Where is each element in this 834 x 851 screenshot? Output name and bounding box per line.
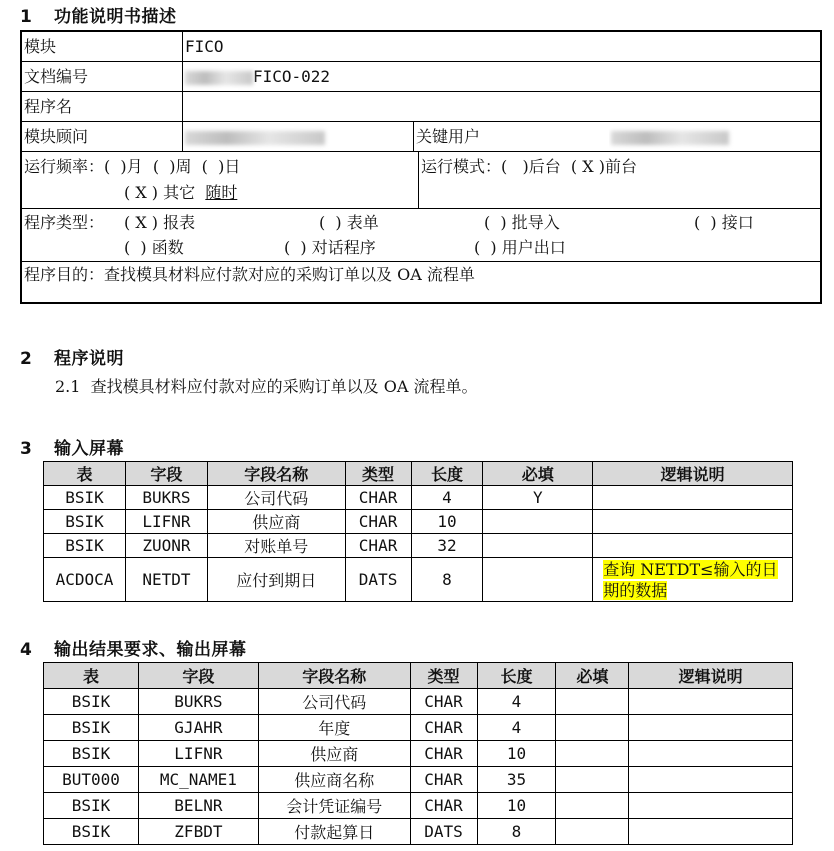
table-cell: BSIK	[44, 819, 139, 845]
column-header: 长度	[477, 663, 556, 689]
table-cell: BSIK	[44, 689, 139, 715]
table-cell: DATS	[345, 558, 411, 602]
table-cell: NETDT	[125, 558, 207, 602]
table-cell: 8	[477, 819, 556, 845]
table-cell: CHAR	[410, 689, 477, 715]
column-header: 字段名称	[258, 663, 410, 689]
type-option: ( ) 批导入	[484, 213, 560, 232]
section-number: 1	[20, 7, 33, 27]
redacted-mark	[185, 131, 325, 145]
run-mode: 运行模式：( )后台 ( X )前台	[421, 157, 637, 176]
section-2-title	[20, 344, 124, 369]
row-purpose	[22, 262, 820, 302]
type-option: ( X ) 报表	[124, 213, 196, 232]
table-cell	[629, 689, 793, 715]
table-cell	[593, 486, 793, 510]
column-header: 长度	[411, 462, 483, 486]
table-cell: 对账单号	[207, 534, 345, 558]
table-cell: 10	[411, 510, 483, 534]
keyuser-label: 关键用户	[416, 127, 481, 146]
table-cell: BELNR	[138, 793, 258, 819]
column-header: 逻辑说明	[593, 462, 793, 486]
table-cell: BSIK	[44, 715, 139, 741]
table-header-row	[44, 663, 793, 689]
program-value	[183, 92, 820, 121]
keyuser-value	[609, 122, 820, 151]
table-cell	[556, 689, 629, 715]
output-screen-table	[43, 662, 793, 845]
table-cell: ZFBDT	[138, 819, 258, 845]
column-header: 字段	[125, 462, 207, 486]
table-cell: 10	[477, 793, 556, 819]
program-purpose: 程序目的：查找模具材料应付款对应的采购订单以及 OA 流程单	[24, 265, 475, 284]
frequency-cell	[22, 152, 419, 208]
section-heading: 功能说明书描述	[54, 7, 177, 27]
table-cell: CHAR	[345, 486, 411, 510]
column-header: 类型	[410, 663, 477, 689]
table-cell	[593, 510, 793, 534]
column-header: 逻辑说明	[629, 663, 793, 689]
logic-note-cell	[593, 558, 793, 602]
table-row	[44, 510, 793, 534]
frequency-options: ( )月 ( )周 ( )日	[104, 157, 241, 176]
table-cell: 付款起算日	[258, 819, 410, 845]
column-header: 字段	[138, 663, 258, 689]
docno-cell	[183, 62, 820, 91]
table-cell: LIFNR	[125, 510, 207, 534]
table-cell: DATS	[410, 819, 477, 845]
table-cell	[483, 510, 593, 534]
consultant-label: 模块顾问	[22, 122, 183, 151]
table-cell: CHAR	[410, 793, 477, 819]
table-cell	[556, 741, 629, 767]
program-type-cell	[22, 209, 820, 261]
table-cell	[629, 715, 793, 741]
table-row	[44, 793, 793, 819]
table-cell: 供应商	[207, 510, 345, 534]
column-header: 字段名称	[207, 462, 345, 486]
module-label: 模块	[22, 32, 183, 61]
frequency-other: ( X ) 其它	[124, 183, 196, 202]
section-heading: 输出结果要求、输出屏幕	[54, 640, 247, 660]
table-header-row	[44, 462, 793, 486]
row-docno	[22, 62, 820, 92]
consultant-value	[183, 122, 414, 151]
table-row	[44, 486, 793, 510]
table-cell: ZUONR	[125, 534, 207, 558]
table-row	[44, 767, 793, 793]
type-option: ( ) 用户出口	[474, 238, 566, 257]
table-cell: CHAR	[345, 534, 411, 558]
row-program	[22, 92, 820, 122]
column-header: 表	[44, 462, 126, 486]
column-header: 类型	[345, 462, 411, 486]
section-1-title	[20, 2, 177, 27]
table-cell: 10	[477, 741, 556, 767]
row-consultant	[22, 122, 820, 152]
table-cell: BSIK	[44, 793, 139, 819]
table-cell: BSIK	[44, 741, 139, 767]
column-header: 必填	[483, 462, 593, 486]
section-number: 4	[20, 640, 33, 660]
table-cell: 年度	[258, 715, 410, 741]
module-value: FICO	[185, 37, 224, 56]
table-row	[44, 534, 793, 558]
section-4-title	[20, 635, 247, 660]
redacted-mark	[611, 131, 729, 145]
table-row	[44, 819, 793, 845]
table-cell: BUT000	[44, 767, 139, 793]
section-heading: 程序说明	[54, 349, 124, 369]
spec-table	[20, 30, 822, 304]
table-row	[44, 715, 793, 741]
frequency-other-value: 随时	[205, 183, 238, 202]
table-cell: CHAR	[410, 767, 477, 793]
table-row	[44, 741, 793, 767]
table-cell: 4	[411, 486, 483, 510]
table-cell	[556, 819, 629, 845]
table-cell: CHAR	[410, 715, 477, 741]
table-cell: BSIK	[44, 510, 126, 534]
table-cell	[629, 741, 793, 767]
table-cell	[629, 793, 793, 819]
table-cell	[556, 793, 629, 819]
table-cell: MC_NAME1	[138, 767, 258, 793]
row-type	[22, 209, 820, 262]
table-row	[44, 689, 793, 715]
table-row	[44, 558, 793, 602]
table-cell: 4	[477, 689, 556, 715]
table-cell: 应付到期日	[207, 558, 345, 602]
table-cell	[556, 767, 629, 793]
table-cell	[593, 534, 793, 558]
type-option: ( ) 对话程序	[284, 238, 376, 257]
section-number: 3	[20, 439, 33, 459]
table-cell: 8	[411, 558, 483, 602]
table-cell: BSIK	[44, 486, 126, 510]
table-cell: BUKRS	[125, 486, 207, 510]
docno-value: FICO-022	[253, 67, 331, 86]
table-cell: 35	[477, 767, 556, 793]
program-type-label: 程序类型：	[24, 213, 105, 232]
table-cell	[483, 558, 593, 602]
table-cell: 供应商名称	[258, 767, 410, 793]
table-cell: 公司代码	[207, 486, 345, 510]
row-module	[22, 32, 820, 62]
table-cell: LIFNR	[138, 741, 258, 767]
section-number: 2	[20, 349, 33, 369]
table-cell: 4	[477, 715, 556, 741]
table-cell: GJAHR	[138, 715, 258, 741]
section-heading: 输入屏幕	[54, 439, 124, 459]
program-label: 程序名	[22, 92, 183, 121]
section-3-title	[20, 434, 124, 459]
table-cell: Y	[483, 486, 593, 510]
type-option: ( ) 函数	[124, 238, 184, 257]
table-cell	[483, 534, 593, 558]
section-2-paragraph: 2.1 查找模具材料应付款对应的采购订单以及 OA 流程单。	[55, 377, 478, 396]
redacted-mark	[185, 71, 253, 85]
frequency-label: 运行频率：	[24, 157, 105, 176]
table-cell: 会计凭证编号	[258, 793, 410, 819]
logic-note-highlight: 查询 NETDT≤输入的日期的数据	[603, 559, 778, 600]
table-cell: BSIK	[44, 534, 126, 558]
table-cell: 32	[411, 534, 483, 558]
table-cell	[556, 715, 629, 741]
docno-label: 文档编号	[22, 62, 183, 91]
table-cell: BUKRS	[138, 689, 258, 715]
table-cell	[629, 819, 793, 845]
table-cell: 公司代码	[258, 689, 410, 715]
type-option: ( ) 接口	[694, 213, 754, 232]
input-screen-table	[43, 461, 793, 602]
table-cell: 供应商	[258, 741, 410, 767]
row-frequency	[22, 152, 820, 209]
table-cell: CHAR	[345, 510, 411, 534]
table-cell	[629, 767, 793, 793]
type-option: ( ) 表单	[319, 213, 379, 232]
column-header: 必填	[556, 663, 629, 689]
table-cell: ACDOCA	[44, 558, 126, 602]
column-header: 表	[44, 663, 139, 689]
table-cell: CHAR	[410, 741, 477, 767]
